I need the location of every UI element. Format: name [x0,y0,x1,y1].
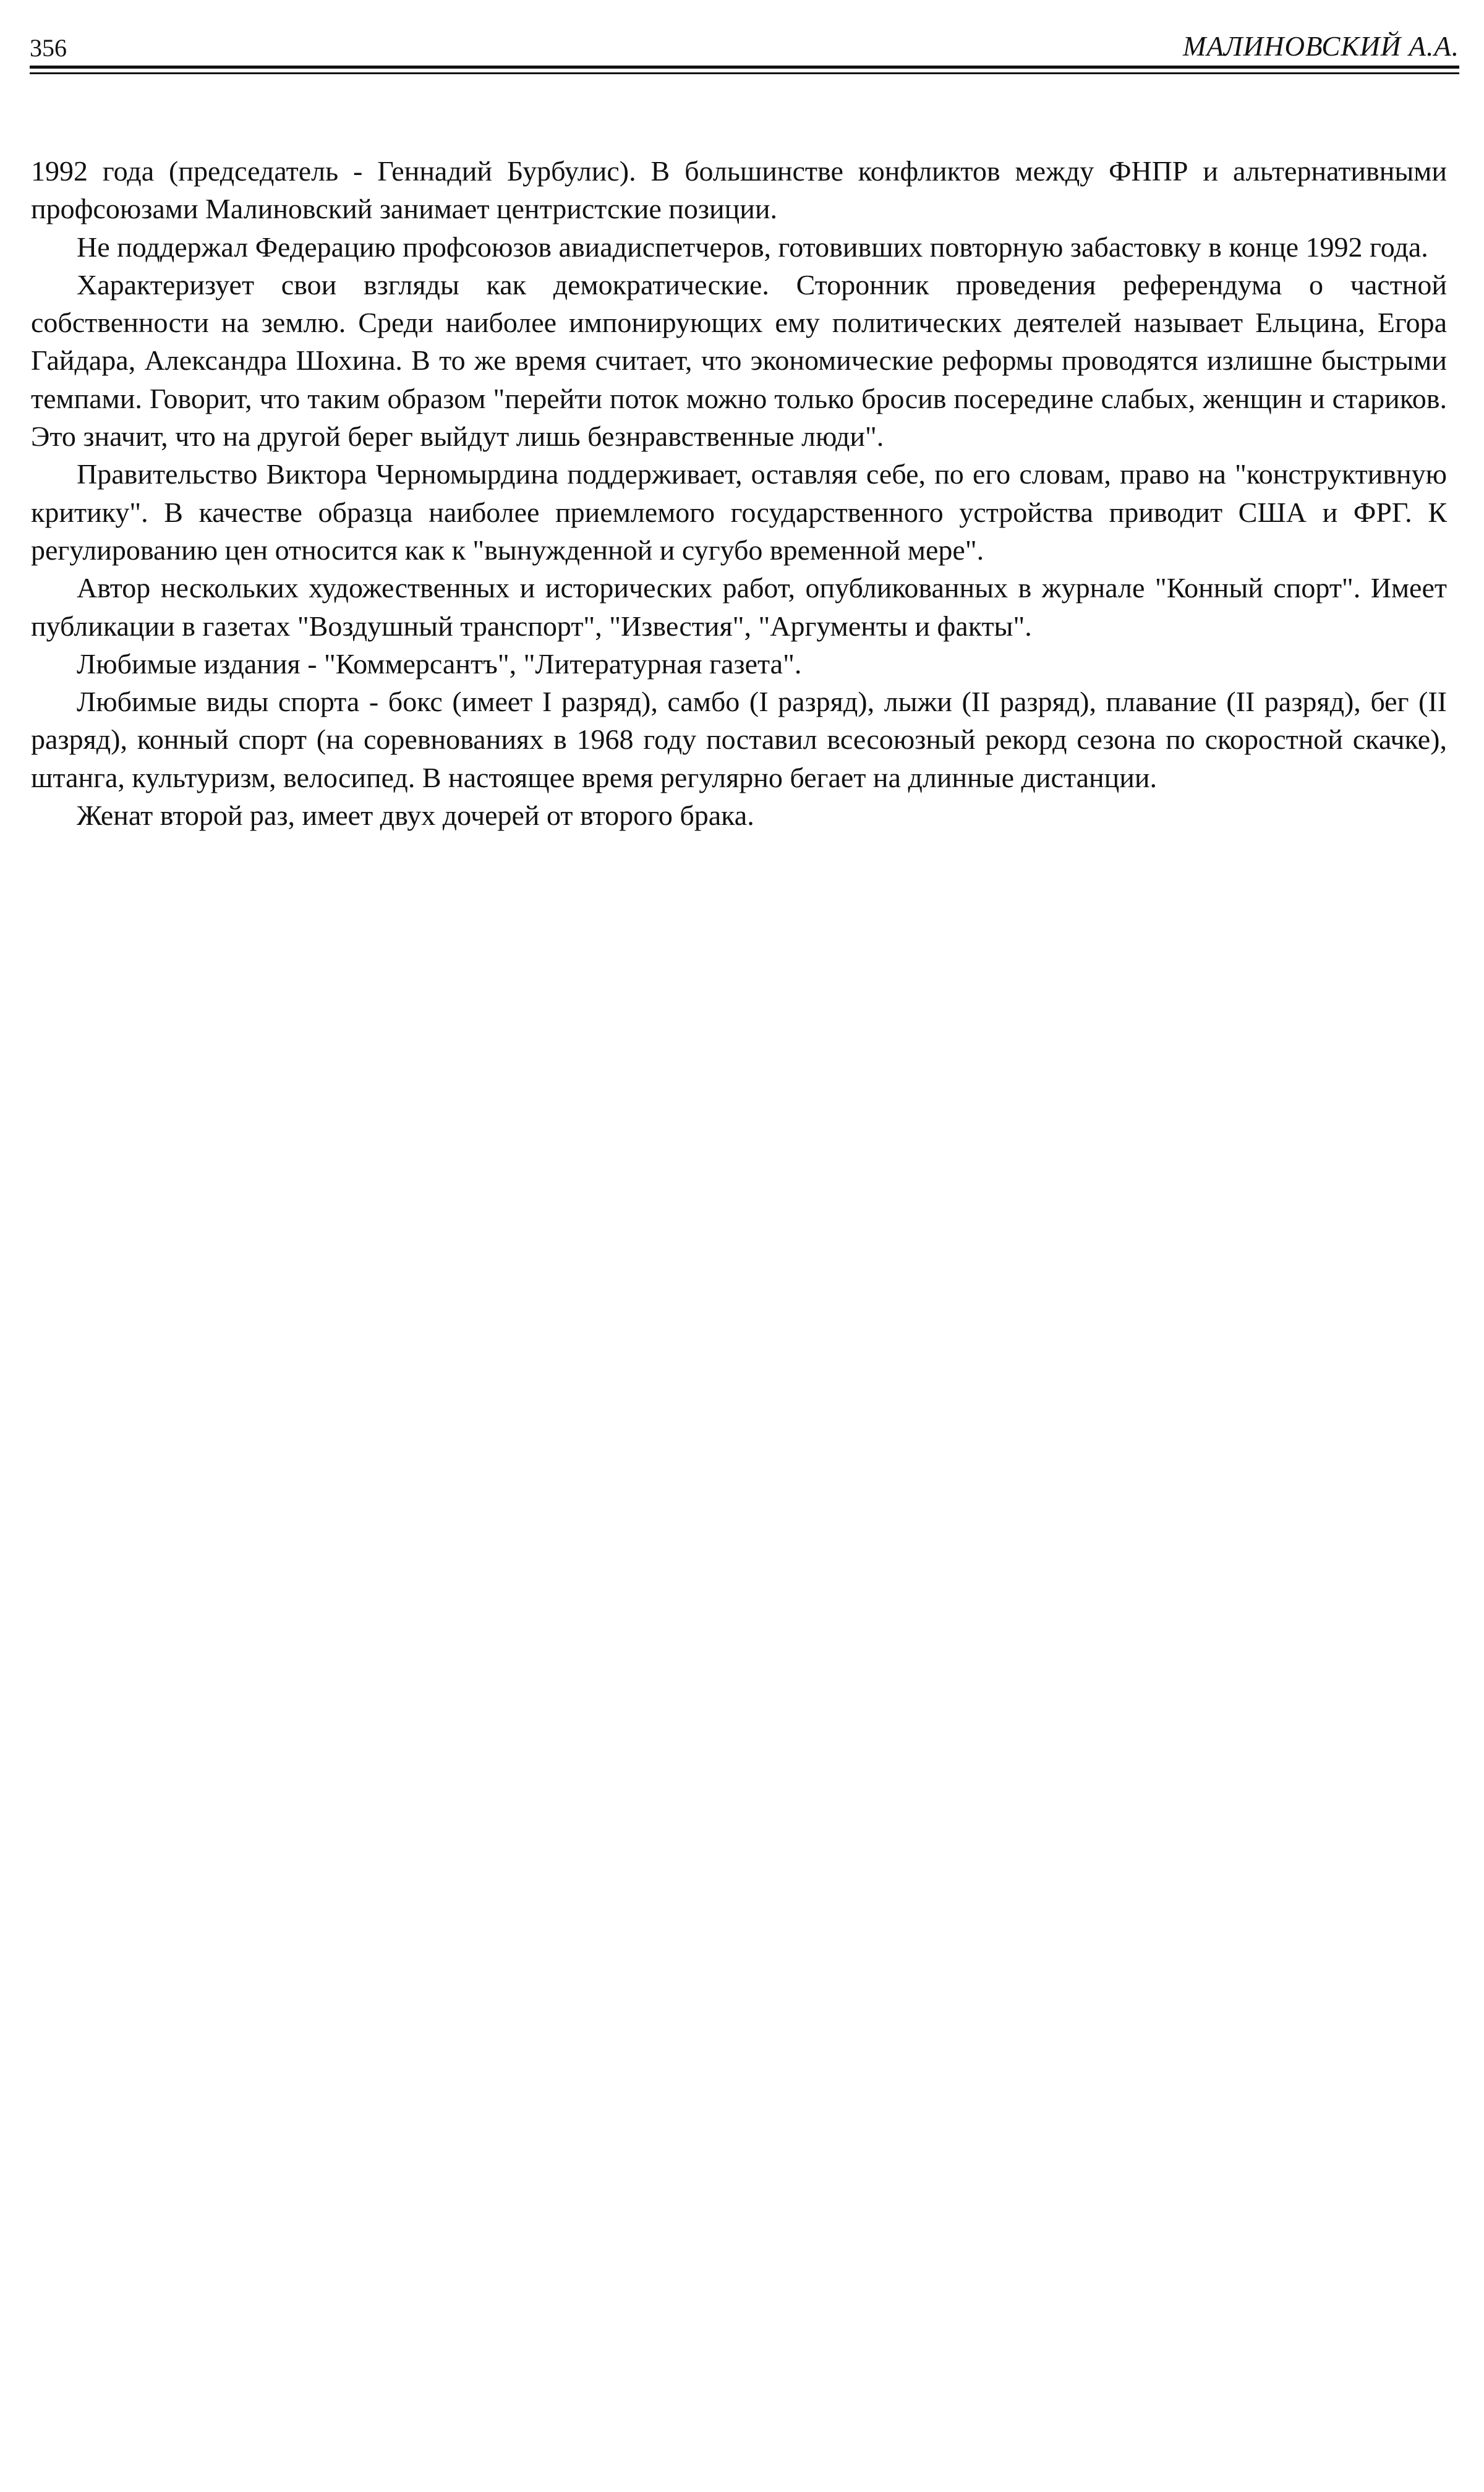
page-number: 356 [30,34,67,62]
page-header [30,27,1459,64]
paragraph: Любимые издания - "Коммерсантъ", "Литературная газета". [77,647,802,680]
paragraph: Характеризует свои взгляды как демократические. Сторонник проведения референдума о частной собственности на землю. Среди наиболее импонирующих ему политических деятелей называет Ельцина, Егора Гайдара, Александра Шохина. В то же время считает, что экономические реформы проводятся излишне быстрыми темпами. Говорит, что таким образом "перейти поток можно только бросив посередине слабых, женщин и стариков. Это значит, что на другой берег выйдут лишь безнравственные люди". [31,268,1447,453]
paragraph: Правительство Виктора Черномырдина поддерживает, оставляя себе, по его словам, право на "конструктивную критику". В качестве образца наиболее приемлемого государственного устройства приводит США и ФРГ. К регулированию цен относится как к "вынужденной и сугубо временной мере". [31,458,1447,566]
paragraph: Женат второй раз, имеет двух дочерей от второго брака. [77,800,754,832]
paragraph: Автор нескольких художественных и исторических работ, опубликованных в журнале "Конный спорт". Имеет публикации в газетах "Воздушный транспорт", "Известия", "Аргументы и факты". [31,572,1447,642]
body-text [31,152,1447,834]
paragraph: Любимые виды спорта - бокс (имеет I разряд), самбо (I разряд), лыжи (II разряд), плавание (II разряд), бег (II разряд), конный спорт (на соревнованиях в 1968 году поставил всесоюзный рекорд сезона по скоростной скачке), штанга, культуризм, велосипед. В настоящее время регулярно бегает на длинные дистанции. [31,686,1447,793]
header-rule-thick [30,66,1459,69]
running-head: МАЛИНОВСКИЙ А.А. [1182,31,1459,62]
paragraph: Не поддержал Федерацию профсоюзов авиадиспетчеров, готовивших повторную забастовку в конце 1992 года. [77,231,1428,263]
paragraph-continued: 1992 года (председатель - Геннадий Бурбулис). В большинстве конфликтов между ФНПР и альтернативными профсоюзами Малиновский занимает центристские позиции. [31,155,1447,225]
header-rule-thin [30,72,1459,74]
